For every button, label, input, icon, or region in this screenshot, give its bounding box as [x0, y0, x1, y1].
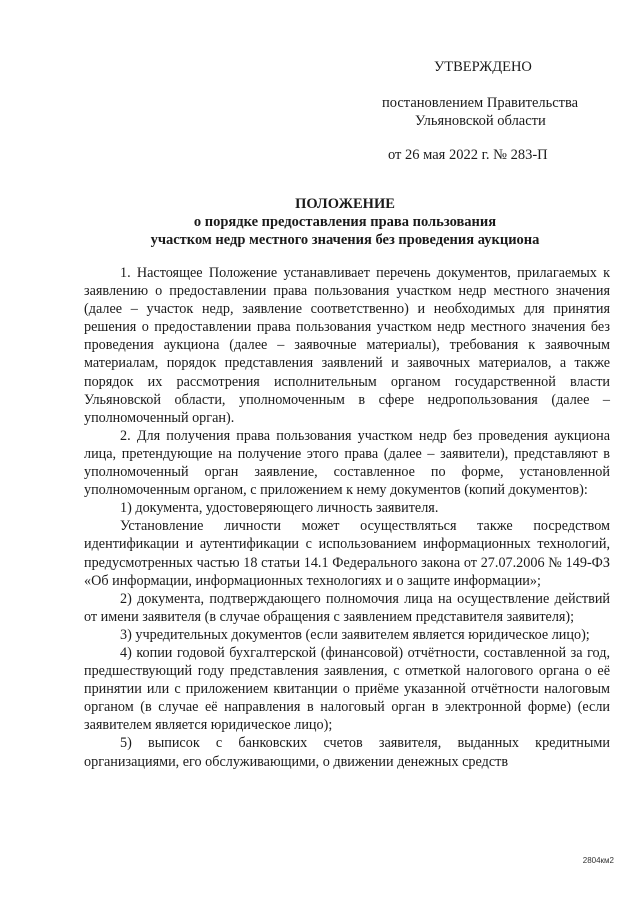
title-main: ПОЛОЖЕНИЕ	[295, 196, 395, 212]
approved-label: УТВЕРЖДЕНО	[434, 59, 532, 75]
decree-line-1: постановлением Правительства	[382, 95, 579, 111]
paragraph: Установление личности может осуществляться также посредством идентификации и аутентификации с использованием информационных технологий, предусмотренных частью 18 статьи 14.1 Федерального закона от 27.07.2006 № 149-ФЗ «Об информации, информационных технологиях и о защите информации»;	[84, 518, 610, 589]
title-sub-1: о порядке предоставления права пользования	[193, 214, 497, 230]
document-title	[80, 195, 610, 249]
document-body	[84, 264, 610, 771]
title-sub-2: участком недр местного значения без проведения аукциона	[150, 232, 540, 248]
paragraph: 1. Настоящее Положение устанавливает перечень документов, прилагаемых к заявлению о предоставлении права пользования участком недр местного значения (далее – участок недр, заявление соответственно) и необходимых для принятия решения о предоставлении права пользования участком недр местного значения без проведения аукциона (далее – заявочные материалы), требования к заявочным материалам, порядок представления заявлений и заявочных материалов, а также порядок их рассмотрения исполнительным органом государственной власти Ульяновской области, уполномоченным в сфере недропользования (далее – уполномоченный орган).	[84, 265, 610, 426]
paragraph: 5) выписок с банковских счетов заявителя, выданных кредитными организациями, его обслуживающими, о движении денежных средств	[84, 735, 610, 770]
decree-line-2: Ульяновской области	[415, 113, 546, 129]
paragraph: 4) копии годовой бухгалтерской (финансовой) отчётности, составленной за год, предшествующий году представления заявления, с отметкой налогового органа о её принятии или с приложением квитанции о приёме указанной отчётности налоговым органом (в случае её направления в налоговый орган в электронной форме) (если заявителем является юридическое лицо);	[84, 644, 610, 734]
footer-code: 2804км2	[582, 856, 614, 865]
paragraph: 3) учредительных документов (если заявителем является юридическое лицо);	[120, 626, 590, 643]
paragraph: 2. Для получения права пользования участком недр без проведения аукциона лица, претендующие на получение этого права (далее – заявители), представляют в уполномоченный орган заявление, составленное по форме, установленной уполномоченным органом, с приложением к нему документов (копий документов):	[84, 427, 610, 499]
paragraph: 1) документа, удостоверяющего личность заявителя.	[120, 500, 439, 517]
decree-date: от 26 мая 2022 г. № 283-П	[388, 147, 548, 163]
paragraph: 2) документа, подтверждающего полномочия лица на осуществление действий от имени заявителя (в случае обращения с заявлением представителя заявителя);	[84, 590, 610, 625]
